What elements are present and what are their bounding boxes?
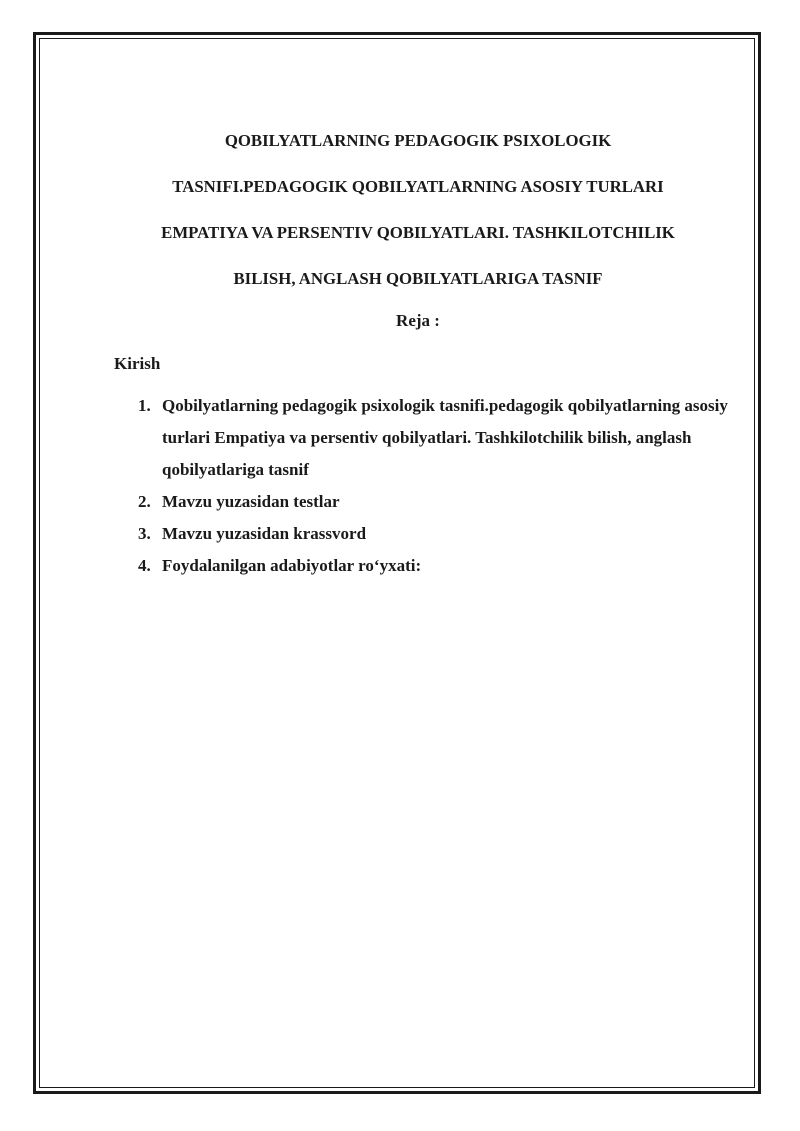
list-item-number: 3.	[138, 524, 151, 543]
list-item	[80, 518, 756, 550]
plan-list	[80, 390, 756, 582]
title-line-1: QOBILYATLARNING PEDAGOGIK PSIXOLOGIK	[224, 131, 612, 150]
title-line-3: EMPATIYA VA PERSENTIV QOBILYATLARI. TASHKILOTCHILIK	[161, 223, 675, 242]
list-item	[80, 486, 756, 518]
list-item-text: Mavzu yuzasidan krassvord	[162, 524, 367, 543]
list-item	[80, 550, 756, 582]
plan-heading: Reja :	[396, 311, 440, 330]
list-item-number: 4.	[138, 556, 151, 575]
title-line-2: TASNIFI.PEDAGOGIK QOBILYATLARNING ASOSIY TURLARI	[172, 177, 664, 196]
list-item-text: Qobilyatlarning pedagogik psixologik tasnifi.pedagogik qobilyatlarning asosiy turlari Empatiya va persentiv qobilyatlari. Tashkilotchilik bilish, anglash qobilyatlariga tasnif	[162, 396, 728, 479]
intro-heading: Kirish	[114, 354, 161, 373]
list-item-number: 1.	[138, 396, 151, 415]
title-line-4: BILISH, ANGLASH QOBILYATLARIGA TASNIF	[233, 269, 603, 288]
list-item-number: 2.	[138, 492, 151, 511]
list-item	[80, 390, 756, 486]
document-body	[80, 118, 756, 582]
document-title	[70, 118, 766, 302]
list-item-text: Foydalanilgan adabiyotlar ro‘yxati:	[162, 556, 422, 575]
list-item-text: Mavzu yuzasidan testlar	[162, 492, 340, 511]
